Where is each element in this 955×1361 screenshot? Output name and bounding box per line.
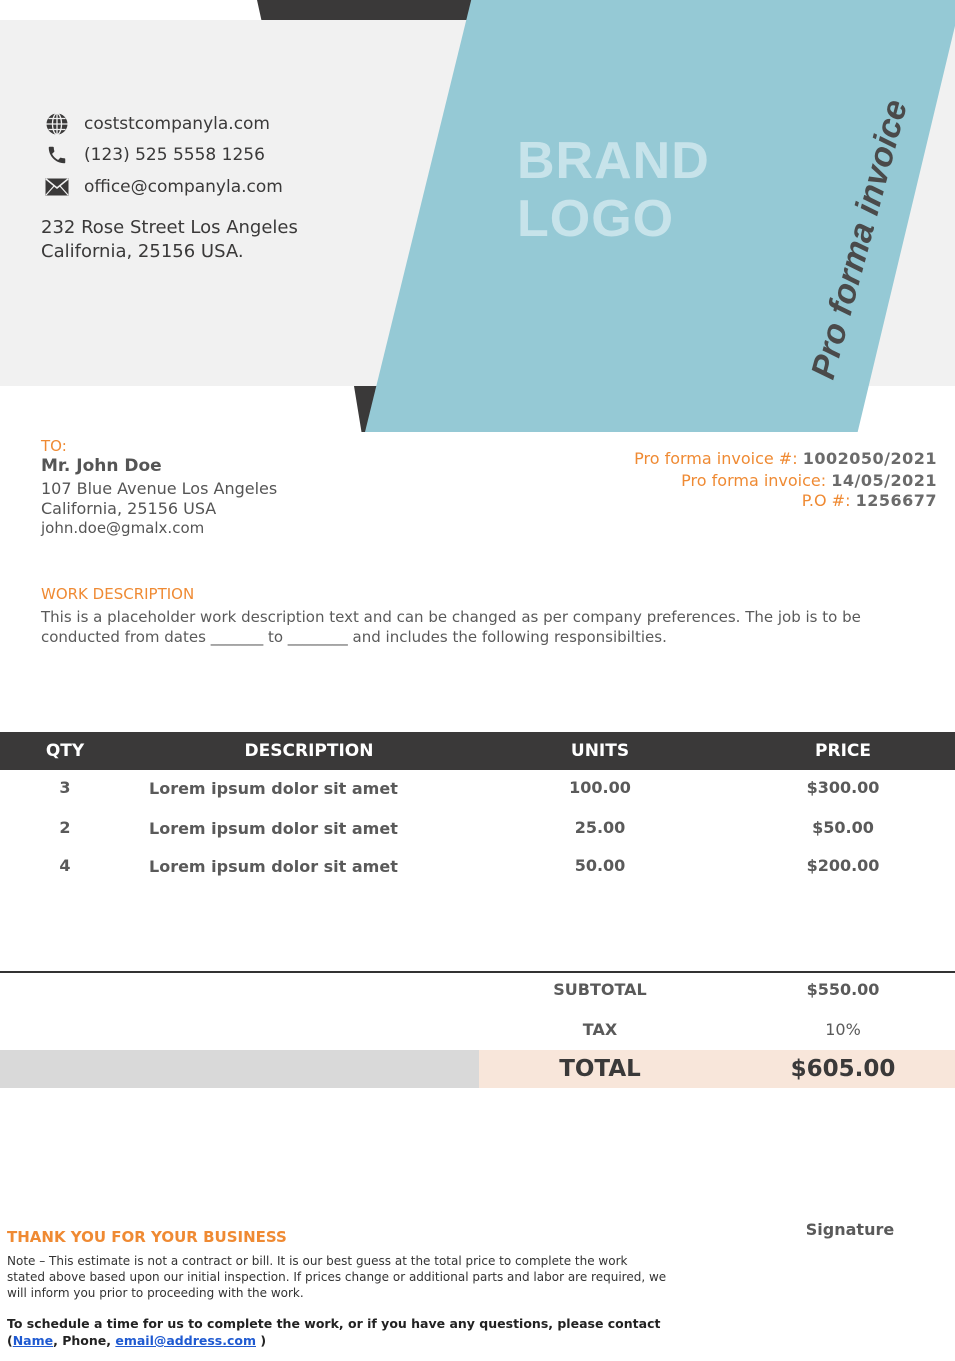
total-row-left-fill: [0, 1050, 479, 1088]
schedule-text: To schedule a time for us to complete the work, or if you have any questions, please contact: [7, 1316, 661, 1331]
contact-email: [44, 176, 283, 198]
row-qty: 4: [59, 856, 71, 875]
invoice-date: [681, 471, 937, 490]
website-text: coststcompanyla.com: [84, 114, 270, 134]
bill-to-email: john.doe@gmalx.com: [41, 519, 205, 537]
row-units: 50.00: [574, 856, 626, 875]
row-units: 25.00: [574, 818, 626, 837]
email-text: office@companyla.com: [84, 177, 283, 197]
company-address: [41, 216, 298, 264]
total-label: TOTAL: [559, 1056, 641, 1082]
contact-website: [44, 113, 270, 135]
name-link[interactable]: Name: [12, 1333, 54, 1348]
invoice-number-value: 1002050/2021: [802, 449, 937, 468]
company-address-line1: 232 Rose Street Los Angeles: [41, 217, 298, 238]
tax-label: TAX: [582, 1020, 618, 1039]
table-header-description: DESCRIPTION: [244, 741, 374, 761]
open-paren: (: [7, 1333, 13, 1348]
brand-logo-line2: LOGO: [517, 190, 675, 248]
brand-logo: [517, 132, 710, 248]
thank-you-heading: THANK YOU FOR YOUR BUSINESS: [7, 1228, 287, 1246]
table-header-units: UNITS: [570, 741, 630, 761]
row-description: Lorem ipsum dolor sit amet: [149, 779, 398, 798]
invoice-number: [634, 449, 937, 468]
invoice-date-label: Pro forma invoice:: [681, 471, 827, 490]
header-top-white-strip: [0, 0, 262, 20]
row-price: $200.00: [806, 856, 880, 875]
row-description: Lorem ipsum dolor sit amet: [149, 857, 398, 876]
estimate-note: Note – This estimate is not a contract or bill. It is our best guess at the total price to complete the work stated above based upon our initial inspection. If prices change or additional parts and labor are required, we will inform you prior to proceeding with the work.: [7, 1254, 667, 1300]
email-link[interactable]: email@address.com: [115, 1333, 256, 1348]
contact-phone: [44, 144, 265, 166]
globe-icon: [44, 113, 70, 135]
row-qty: 3: [59, 778, 71, 797]
invoice-po-value: 1256677: [855, 491, 937, 510]
row-units: 100.00: [569, 778, 631, 797]
invoice-po: [802, 491, 937, 510]
bill-to-label: TO:: [41, 437, 67, 455]
table-header-qty: QTY: [45, 741, 85, 761]
subtotal-value: $550.00: [806, 980, 880, 999]
invoice-po-label: P.O #:: [801, 491, 851, 510]
bill-to-name: Mr. John Doe: [41, 456, 162, 476]
table-header: [0, 732, 955, 770]
tax-value: 10%: [825, 1020, 861, 1039]
row-price: $300.00: [806, 778, 880, 797]
envelope-icon: [44, 176, 70, 198]
schedule-contact: [7, 1315, 707, 1349]
brand-logo-line1: BRAND: [517, 132, 710, 190]
work-description-label: WORK DESCRIPTION: [41, 585, 195, 603]
row-description: Lorem ipsum dolor sit amet: [149, 819, 398, 838]
invoice-number-label: Pro forma invoice #:: [634, 449, 798, 468]
row-qty: 2: [59, 818, 71, 837]
header-top-dark-strip: [257, 0, 477, 20]
document-title: Pro forma invoice: [803, 95, 916, 384]
company-address-line2: California, 25156 USA.: [41, 241, 244, 262]
phone-label: , Phone,: [53, 1333, 116, 1348]
work-description-text: This is a placeholder work description text and can be changed as per company preferences. The job is to be conducted from dates _______ to ________ and includes the following responsibilties.: [41, 608, 861, 646]
row-price: $50.00: [812, 818, 874, 837]
contact-line: [7, 1332, 707, 1349]
bill-to-address-line1: 107 Blue Avenue Los Angeles: [41, 479, 278, 498]
totals-divider: [0, 971, 955, 973]
invoice-date-value: 14/05/2021: [831, 471, 937, 490]
subtotal-label: SUBTOTAL: [553, 980, 647, 999]
phone-icon: [44, 144, 70, 166]
bill-to-address-line2: California, 25156 USA: [41, 499, 217, 518]
close-paren: ): [256, 1333, 267, 1348]
table-header-price: PRICE: [815, 741, 871, 761]
signature-label: Signature: [805, 1220, 895, 1239]
phone-text: (123) 525 5558 1256: [84, 145, 265, 165]
total-value: $605.00: [790, 1056, 896, 1082]
